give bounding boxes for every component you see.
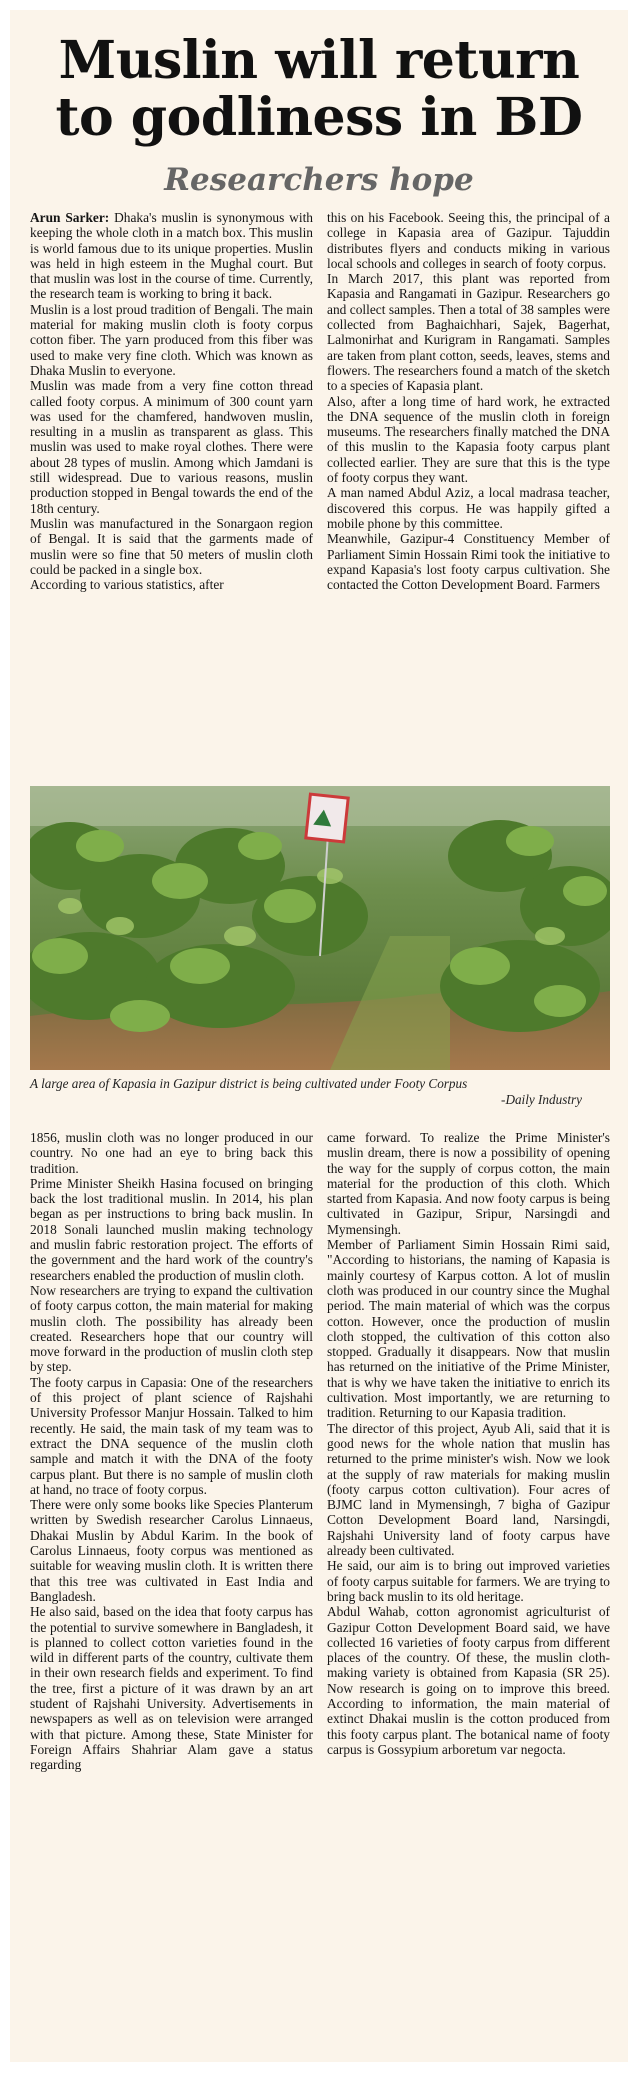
paragraph: Now researchers are trying to expand the cultivation of footy carpus cotton, the main material for making muslin cloth. The possibility has already been created. Researchers hope that our country will move forward in the production of muslin cloth step by step.: [30, 1282, 313, 1375]
caption-text: A large area of Kapasia in Gazipur district is being cultivated under Footy Corpus: [30, 1076, 468, 1091]
headline-line-2: to godliness in BD: [55, 87, 583, 148]
column-left-bottom: [30, 1130, 313, 2050]
paragraph: [30, 210, 313, 302]
byline: Arun Sarker:: [30, 210, 110, 225]
paragraph: The director of this project, Ayub Ali, said that it is good news for the whole nation that muslin has returned to the prime minister's wish. Now we look at the supply of raw materials for making muslin (footy carpus cotton cultivation). Four acres of BJMC land in Mymensingh, 7 bigha of Gazipur Cotton Development Board land, Narsingdi, Rajshahi University land of footy carpus have already been cultivated.: [327, 1420, 610, 1559]
column-left-top: [30, 210, 313, 770]
paragraph: Member of Parliament Simin Hossain Rimi said, "According to historians, the naming of Kapasia is mainly courtesy of Karpus cotton. A lot of muslin cloth was produced in our country since the Mughal period. The main material of which was the corpus cotton. However, once the production of muslin cloth stopped, the cultivation of this cotton also stopped. Gradually it disappears. Now that muslin has returned on the initiative of the Prime Minister, that is why we have taken the initiative to enrich its cultivation. Most importantly, we are returning to tradition. Returning to our Kapasia tradition.: [327, 1237, 610, 1421]
photo-caption: [30, 1076, 610, 1108]
paragraph: The footy carpus in Capasia: One of the researchers of this project of plant science of Rajshahi University Professor Manjur Hossain. Talked to him recently. He said, the main task of my team was to extract the DNA sequence of the muslin cloth sample and match it with the DNA of the footy carpus plant. But there is no sample of muslin cloth at hand, no trace of footy corpus.: [30, 1374, 313, 1497]
paragraph: Meanwhile, Gazipur-4 Constituency Member of Parliament Simin Hossain Rimi took the initiative to expand Kapasia's lost footy carpus cultivation. She contacted the Cotton Development Board. Farmers: [327, 531, 610, 593]
paragraph: He also said, based on the idea that footy carpus has the potential to survive somewhere in Bangladesh, it is planned to collect cotton varieties found in the wild in different parts of the country, cultivate them in their own research fields and experiment. To find the tree, first a picture of it was drawn by an art student of Rajshahi University. Advertisements in newspapers as well as on television were arranged with that picture. Among these, State Minister for Foreign Affairs Shahriar Alam gave a status regarding: [30, 1604, 313, 1773]
paragraph: Muslin was made from a very fine cotton thread called footy corpus. A minimum of 300 count yarn was used for the chamfered, handwoven muslin, resulting in a muslin as transparent as glass. This muslin was used to make royal clothes. There were about 28 types of muslin. Among which Jamdani is still widespread. Due to various reasons, muslin production stopped in Bengal towards the end of the 18th century.: [30, 378, 313, 516]
paragraph: He said, our aim is to bring out improved varieties of footy carpus suitable for farmers. We are trying to bring back muslin to its old heritage.: [327, 1558, 610, 1604]
subheadline: Researchers hope: [164, 162, 474, 198]
cotton-field-photo: [30, 786, 610, 1070]
paragraph: A man named Abdul Aziz, a local madrasa teacher, discovered this corpus. He was happily gifted a mobile phone by this committee.: [327, 485, 610, 531]
cotton-field-illustration: [30, 786, 610, 1070]
headline: [10, 32, 628, 146]
article-body-top: [30, 210, 610, 770]
paragraph: 1856, muslin cloth was no longer produced in our country. No one had an eye to bring back this tradition.: [30, 1130, 313, 1176]
article-body-bottom: [30, 1130, 610, 2050]
paragraph: There were only some books like Species Planterum written by Swedish researcher Carolus Linnaeus, Dhakai Muslin by Abdul Karim. In the book of Carolus Linnaeus, footy corpus was mentioned as suitable for weaving muslin cloth. It is written there that this tree was cultivated in East India and Bangladesh.: [30, 1497, 313, 1604]
paragraph: this on his Facebook. Seeing this, the principal of a college in Kapasia area of Gazipur. Tajuddin distributes flyers and conducts miking in various local schools and colleges in search of footy corpus.: [327, 210, 610, 271]
paragraph: Prime Minister Sheikh Hasina focused on bringing back the lost traditional muslin. In 2014, his plan began as per instructions to bring back muslin. In 2018 Sonali launched muslin making technology and muslin fabric restoration project. The efforts of the government and the hard work of the country's researchers enabled the production of muslin cloth.: [30, 1175, 313, 1283]
column-right-bottom: [327, 1130, 610, 2050]
paragraph: Abdul Wahab, cotton agronomist agriculturist of Gazipur Cotton Development Board said, we have collected 16 varieties of footy carpus from different places of the country. Of these, the muslin cloth-making variety is obtained from Kapasia (SR 25). Now research is going on to improve this breed. According to information, the main material of extinct Dhakai muslin is the cotton produced from this footy carpus plant. The botanical name of footy carpus is Gossypium arboretum var negocta.: [327, 1604, 610, 1757]
paragraph: came forward. To realize the Prime Minister's muslin dream, there is now a possibility of opening the way for the supply of corpus cotton, the main material for the production of this cloth. Which started from Kapasia. And now footy carpus is being cultivated in Gazipur, Sripur, Narsingdi and Mymensingh.: [327, 1130, 610, 1237]
photo-credit: -Daily Industry: [501, 1092, 582, 1107]
paragraph-text: Dhaka's muslin is synonymous with keeping the whole cloth in a match box. This muslin is world famous due to its unique properties. Muslin was held in high esteem in the Mughal court. But that muslin was lost in the course of time. Currently, the research team is working to bring it back.: [30, 210, 313, 302]
headline-line-1: Muslin will return: [58, 30, 580, 91]
paragraph: Muslin is a lost proud tradition of Bengali. The main material for making muslin cloth is footy corpus cotton fiber. The yarn produced from this fiber was used to make very fine cloth. Which was known as Dhaka Muslin to everyone.: [30, 301, 313, 378]
paragraph: In March 2017, this plant was reported from Kapasia and Rangamati in Gazipur. Researchers go and collect samples. Then a total of 38 samples were collected from Baghaichhari, Sajek, Bagerhat, Lalmonirhat and Kurigram in Rangamati. Samples are taken from plant cotton, seeds, leaves, stems and flowers. The researchers found a match of the sketch to a species of Kapasia plant.: [327, 271, 610, 394]
paragraph: According to various statistics, after: [30, 577, 224, 593]
paragraph: Muslin was manufactured in the Sonargaon region of Bengal. It is said that the garments made of muslin were so fine that 50 meters of muslin cloth could be packed in a single box.: [30, 515, 313, 577]
paragraph: Also, after a long time of hard work, he extracted the DNA sequence of the muslin cloth in foreign museums. The researchers finally matched the DNA of this muslin to the Kapasia footy carpus plant collected earlier. They are sure that this is the type of footy corpus they want.: [327, 393, 610, 486]
column-right-top: [327, 210, 610, 770]
article-page: [10, 10, 628, 2062]
